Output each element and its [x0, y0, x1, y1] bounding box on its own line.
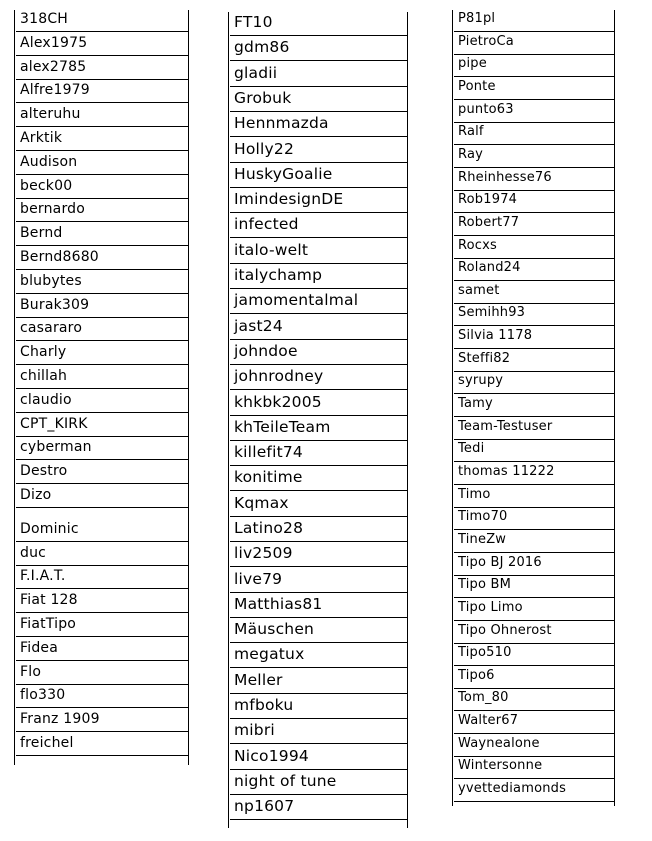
list-item: killefit74	[230, 442, 408, 466]
list-item: CPT_KIRK	[16, 415, 189, 437]
list-item: Burak309	[16, 296, 189, 318]
list-item: Semihh93	[454, 304, 615, 326]
list-item: Timo70	[454, 508, 615, 530]
list-item: Holly22	[230, 139, 408, 163]
list-item: Alfre1979	[16, 81, 189, 103]
list-item: Flo	[16, 663, 189, 685]
list-item: Alex1975	[16, 34, 189, 56]
list-item: Tipo BJ 2016	[454, 554, 615, 576]
list-item: claudio	[16, 391, 189, 413]
list-item: Arktik	[16, 129, 189, 151]
list-item: Walter67	[454, 712, 615, 734]
list-item: bernardo	[16, 200, 189, 222]
list-item: Timo	[454, 486, 615, 508]
list-item: Meller	[230, 670, 408, 694]
list-item: italo-welt	[230, 240, 408, 264]
list-item: khkbk2005	[230, 392, 408, 416]
list-item: HuskyGoalie	[230, 164, 408, 188]
list-item: johndoe	[230, 341, 408, 365]
list-item: Fidea	[16, 639, 189, 661]
list-item: punto63	[454, 101, 615, 123]
list-item: alex2785	[16, 58, 189, 80]
list-item: jamomentalmal	[230, 290, 408, 314]
list-item: Wintersonne	[454, 757, 615, 779]
list-item: Steffi82	[454, 350, 615, 372]
list-item: np1607	[230, 796, 408, 820]
list-item: Rocxs	[454, 237, 615, 259]
list-item: Silvia 1178	[454, 327, 615, 349]
list-item: freichel	[16, 734, 189, 756]
list-item: Roland24	[454, 259, 615, 281]
list-item: jast24	[230, 316, 408, 340]
list-item: Audison	[16, 153, 189, 175]
list-item: liv2509	[230, 543, 408, 567]
list-item: Tipo BM	[454, 576, 615, 598]
list-item: Grobuk	[230, 88, 408, 112]
list-item: PietroCa	[454, 33, 615, 55]
list-item: Tipo Ohnerost	[454, 622, 615, 644]
list-item: italychamp	[230, 265, 408, 289]
list-item: Tamy	[454, 395, 615, 417]
list-item: samet	[454, 282, 615, 304]
list-item: Robert77	[454, 214, 615, 236]
list-item: alteruhu	[16, 105, 189, 127]
list-item: flo330	[16, 686, 189, 708]
list-item: pipe	[454, 55, 615, 77]
list-item: chillah	[16, 367, 189, 389]
list-item: Waynealone	[454, 735, 615, 757]
list-item: Latino28	[230, 518, 408, 542]
list-item: thomas 11222	[454, 463, 615, 485]
list-item: cyberman	[16, 438, 189, 460]
list-item: Hennmazda	[230, 113, 408, 137]
list-item: Dizo	[16, 486, 189, 508]
list-item: casararo	[16, 319, 189, 341]
list-item: live79	[230, 569, 408, 593]
list-item: khTeileTeam	[230, 417, 408, 441]
column-left-border	[228, 12, 229, 828]
column-left-border	[452, 10, 453, 806]
list-item: 318CH	[16, 10, 189, 32]
list-item: Kqmax	[230, 493, 408, 517]
list-item: gladii	[230, 63, 408, 87]
list-item: Franz 1909	[16, 710, 189, 732]
list-item: Fiat 128	[16, 591, 189, 613]
list-item: ImindesignDE	[230, 189, 408, 213]
list-item: Tipo510	[454, 644, 615, 666]
list-item: Ralf	[454, 123, 615, 145]
list-item: duc	[16, 544, 189, 566]
list-item: Rheinhesse76	[454, 169, 615, 191]
list-item: beck00	[16, 177, 189, 199]
list-item: blubytes	[16, 272, 189, 294]
list-item: night of tune	[230, 771, 408, 795]
list-item: Matthias81	[230, 594, 408, 618]
list-item: Bernd8680	[16, 248, 189, 270]
list-item: mibri	[230, 720, 408, 744]
list-item: megatux	[230, 644, 408, 668]
list-item: Team-Testuser	[454, 418, 615, 440]
list-item: P81pl	[454, 10, 615, 32]
list-item: Tipo Limo	[454, 599, 615, 621]
column-left-border	[14, 10, 15, 765]
list-item: Ray	[454, 146, 615, 168]
list-item: FT10	[230, 12, 408, 36]
list-item: yvettediamonds	[454, 780, 615, 802]
list-item: TineZw	[454, 531, 615, 553]
list-item: FiatTipo	[16, 615, 189, 637]
list-item: konitime	[230, 467, 408, 491]
list-item: F.I.A.T.	[16, 567, 189, 589]
list-item: Rob1974	[454, 191, 615, 213]
list-item: Bernd	[16, 224, 189, 246]
list-item: mfboku	[230, 695, 408, 719]
list-item: johnrodney	[230, 366, 408, 390]
list-item: Destro	[16, 462, 189, 484]
list-item: Tipo6	[454, 667, 615, 689]
list-item: Nico1994	[230, 746, 408, 770]
list-item: Tedi	[454, 440, 615, 462]
list-item: gdm86	[230, 37, 408, 61]
list-item: Tom_80	[454, 689, 615, 711]
list-item: syrupy	[454, 372, 615, 394]
list-item: Charly	[16, 343, 189, 365]
list-item: Dominic	[16, 520, 189, 542]
list-item: Mäuschen	[230, 619, 408, 643]
list-item: infected	[230, 214, 408, 238]
list-item: Ponte	[454, 78, 615, 100]
